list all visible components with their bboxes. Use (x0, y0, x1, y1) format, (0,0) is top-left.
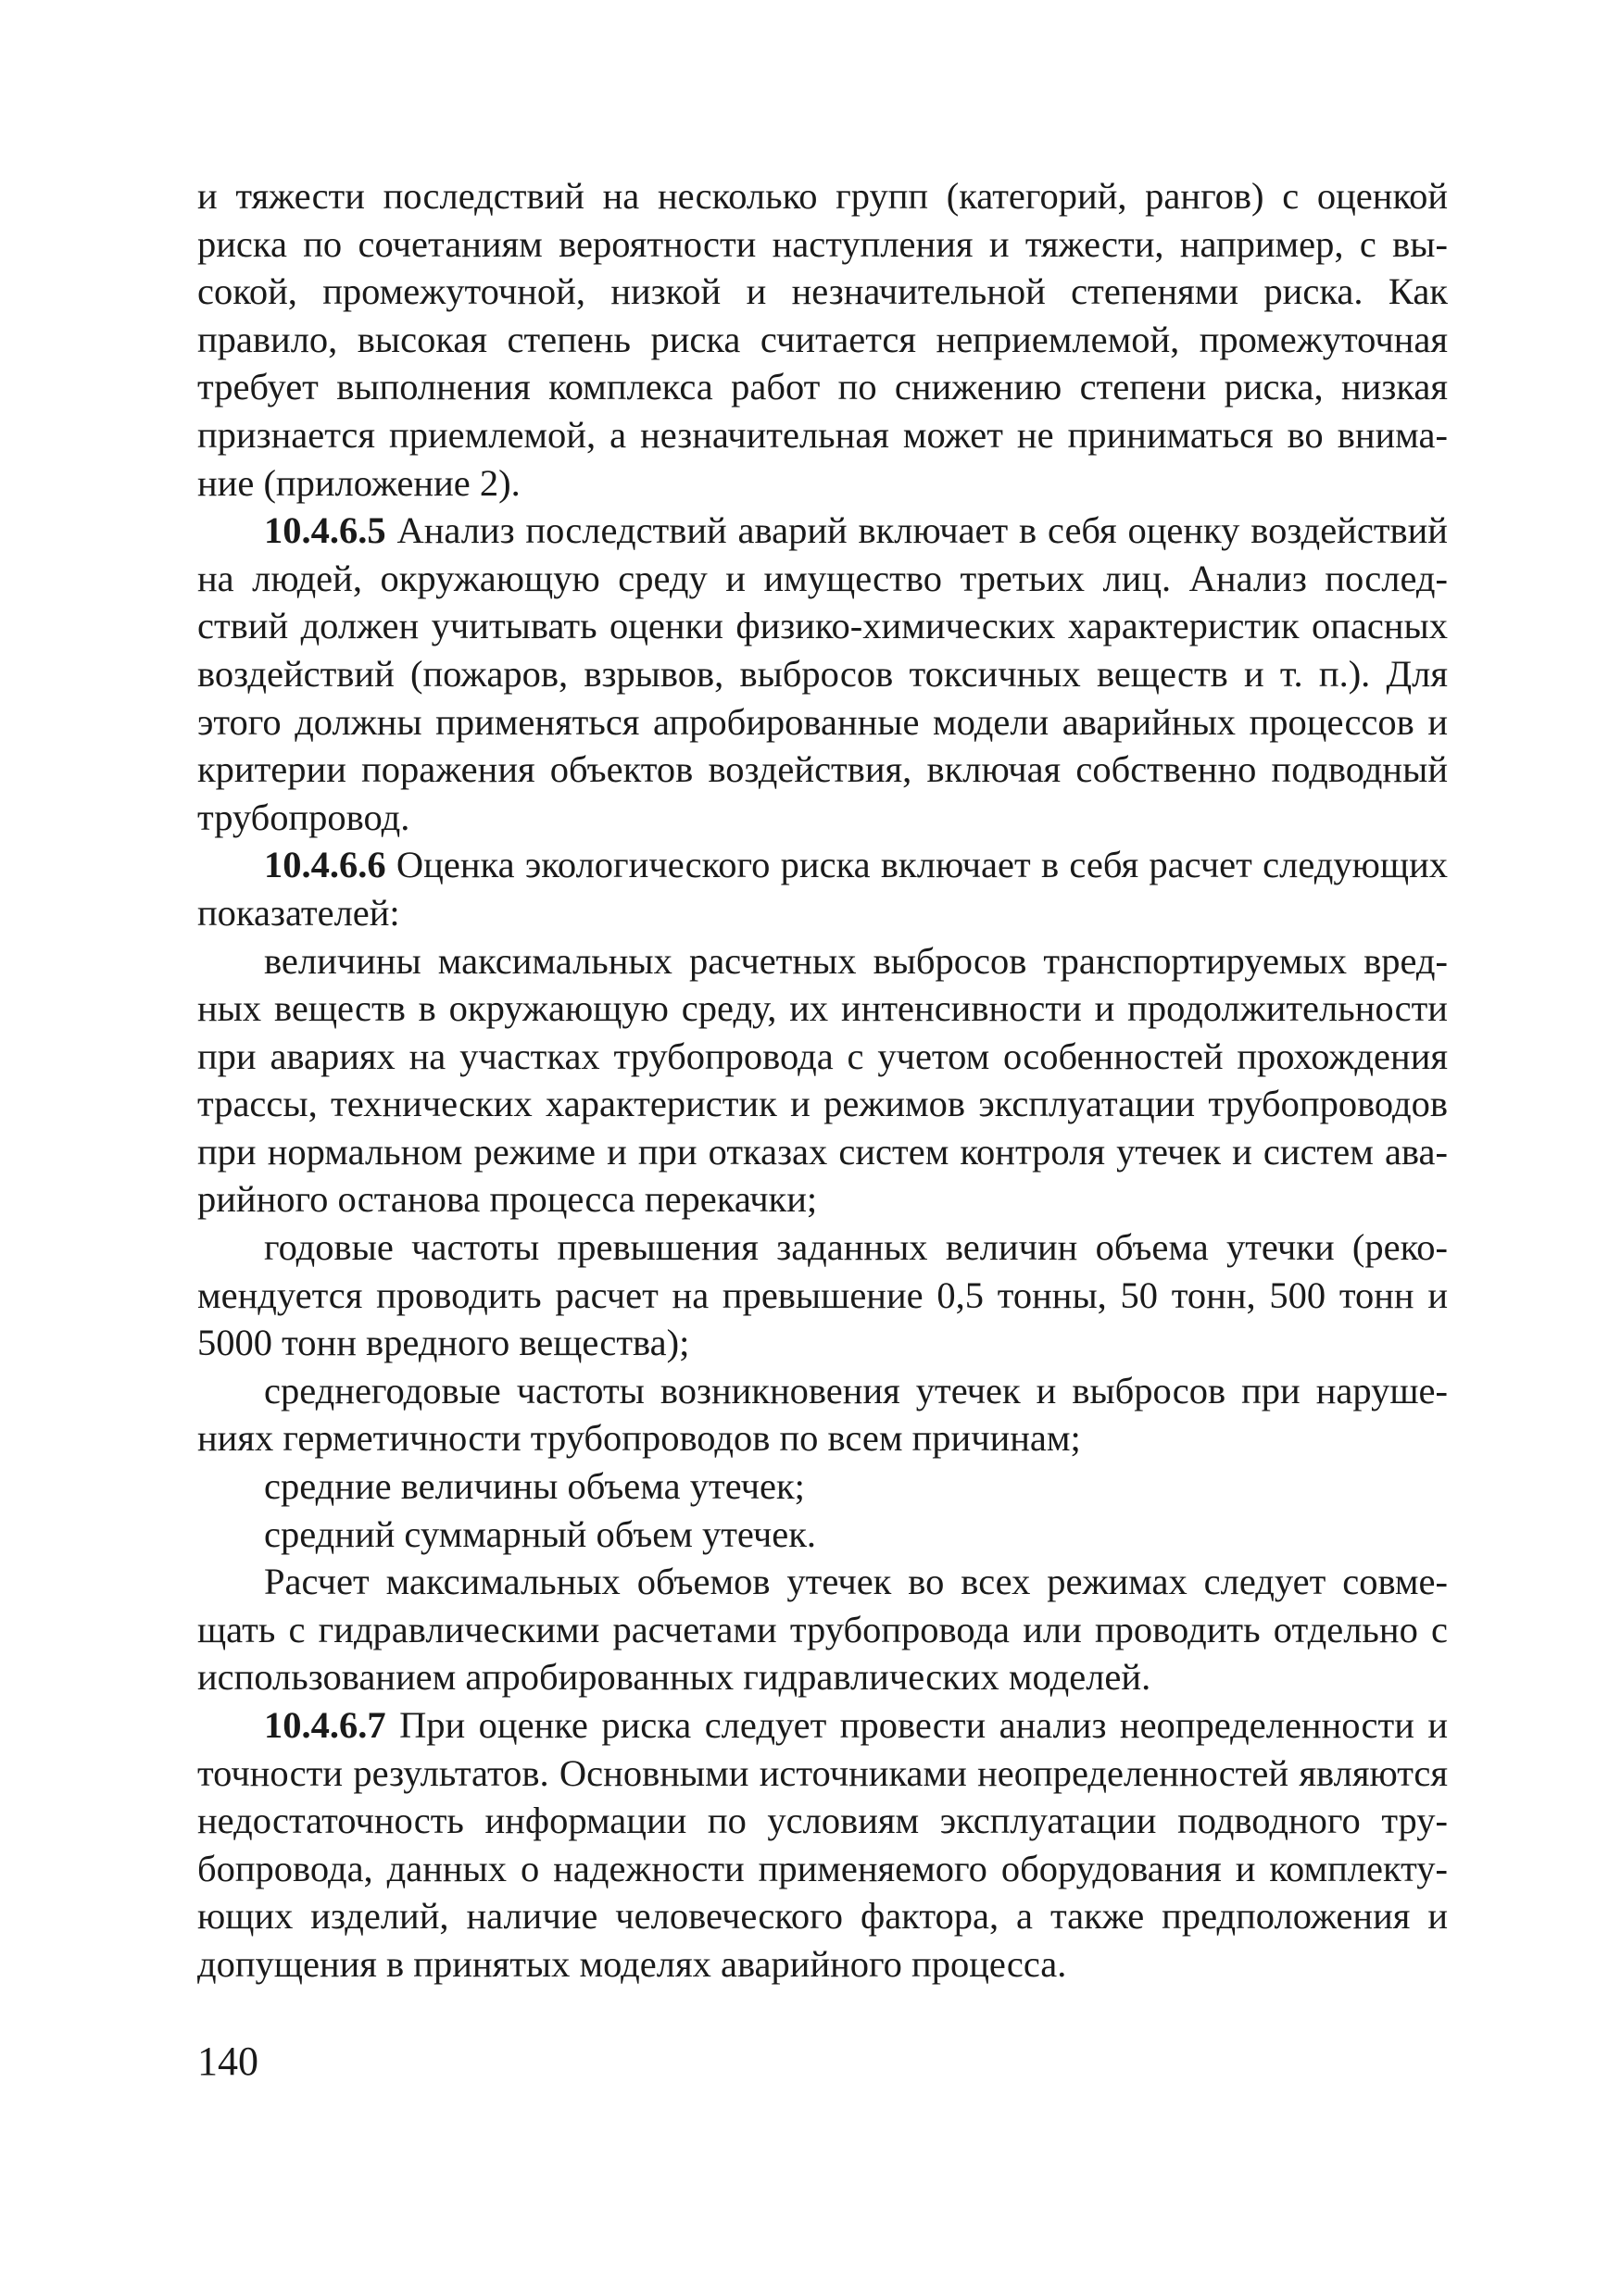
clause-number: 10.4.6.7 (264, 1704, 386, 1746)
clause-number: 10.4.6.6 (264, 844, 386, 886)
clause-10-4-6-6 (197, 841, 1448, 936)
clause-number: 10.4.6.5 (264, 509, 386, 552)
clause-text: Оценка экологического риска включает в себя расчет следующих показателей: (197, 844, 1448, 934)
continuation-paragraph: и тяжести последствий на несколько групп (категорий, рангов) с оценкой риска по сочетаниям вероятности наступления и тяжести, например, с высокой, промежуточной, низкой и незначительной степенями риска. Как правило, высокая степень риска считается неприемлемой, промежуточная требует выполнения комплекса работ по снижению степени риска, низкая признается приемлемой, а незначительная может не приниматься во внимание (приложение 2). (197, 175, 1448, 504)
list-item: средние величины объема утечек; (264, 1465, 805, 1508)
page-number: 140 (197, 2039, 258, 2084)
max-volume-paragraph: Расчет максимальных объемов утечек во всех режимах следует совмещать с гидравлическими расчетами трубопровода или проводить отдельно с использованием апробированных гидравлических моделей. (197, 1561, 1448, 1699)
clause-10-4-6-7 (197, 1701, 1448, 1989)
list-item: годовые частоты превышения заданных величин объема утечки (рекомендуется проводить расчет на превышение 0,5 тонны, 50 тонн, 500 тонн и 5000 тонн вредного вещества); (197, 1226, 1448, 1364)
list-item: величины максимальных расчетных выбросов транспортируемых вредных веществ в окружающую среду, их интенсивности и продолжительности при авариях на участках трубопровода с учетом особенностей прохождения трассы, технических характеристик и режимов эксплуатации трубопроводов при нормальном режиме и при отказах систем контроля утечек и систем аварийного останова процесса перекачки; (197, 939, 1448, 1221)
clause-text: При оценке риска следует провести анализ неопределенности и точности результатов. Основными источниками неопределенностей являются недостаточность информации по условиям эксплуатации подводного трубопровода, данных о надежности применяемого оборудования и комплектующих изделий, наличие человеческого фактора, а также предположения и допущения в принятых моделях аварийного процесса. (197, 1704, 1448, 1985)
list-item: средний суммарный объем утечек. (264, 1512, 817, 1555)
list-item: среднегодовые частоты возникновения утечек и выбросов при нарушениях герметичности трубопроводов по всем причинам; (197, 1369, 1448, 1460)
clause-10-4-6-5 (197, 507, 1448, 841)
clause-text: Анализ последствий аварий включает в себя оценку воздействий на людей, окружающую среду и имущество третьих лиц. Анализ последствий должен учитывать оценки физико-химических характеристик опасных воздействий (пожаров, взрывов, выбросов токсичных веществ и т. п.). Для этого должны применяться апробированные модели аварийных процессов и критерии поражения объектов воздействия, включая собственно подводный трубопровод. (197, 509, 1448, 838)
page-body (197, 172, 1448, 1989)
